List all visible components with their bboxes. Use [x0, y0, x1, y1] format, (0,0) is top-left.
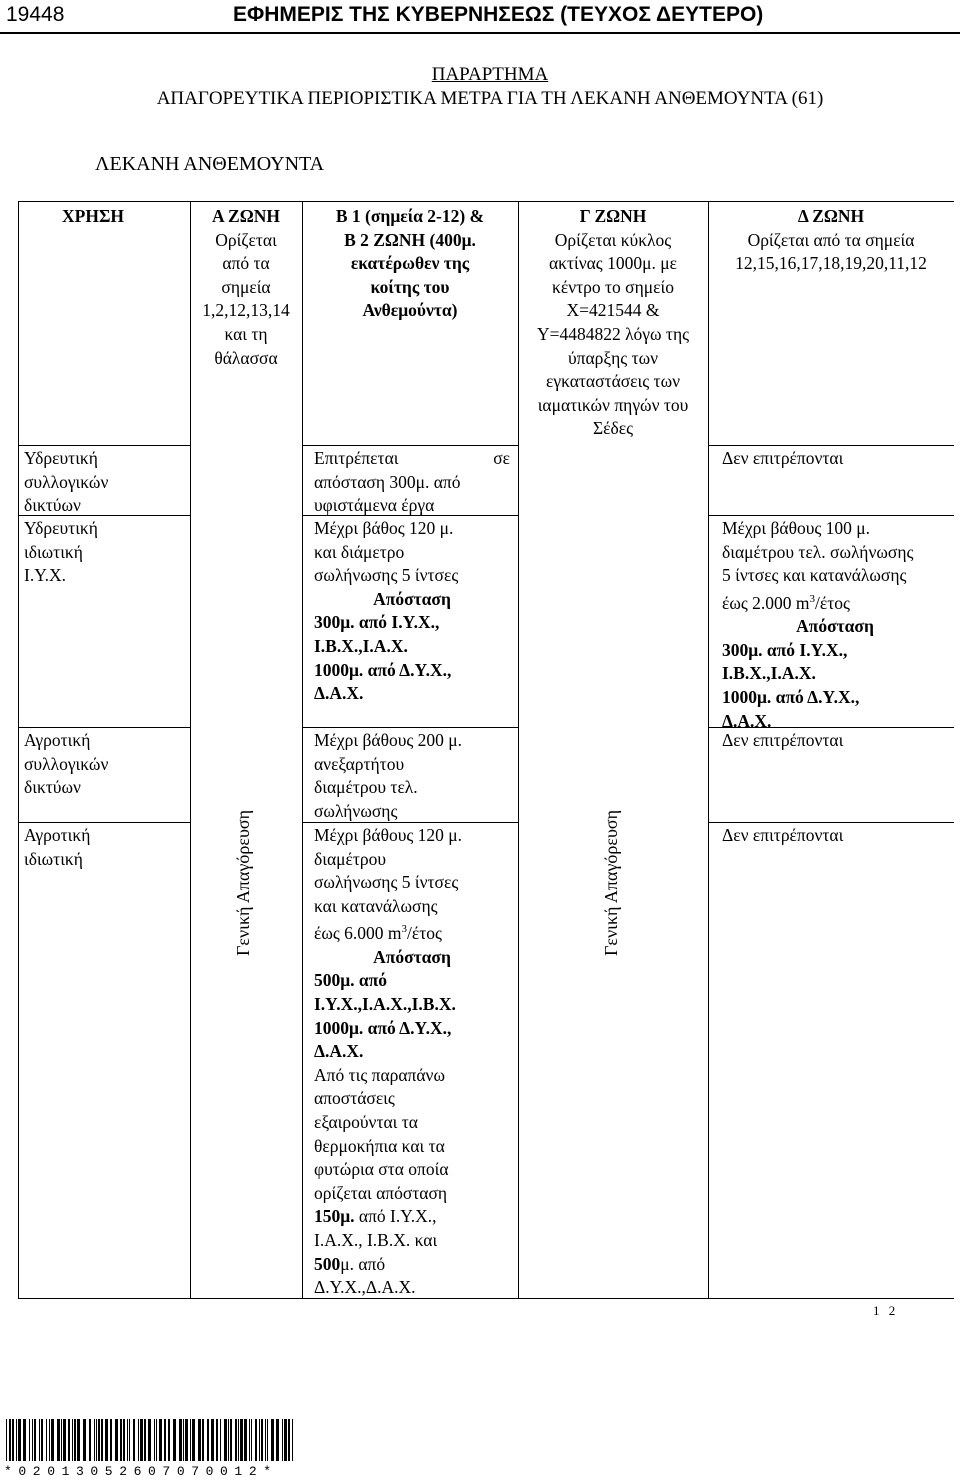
barcode-text: *02013052607070012* — [4, 1464, 278, 1479]
barcode-bar — [173, 1419, 176, 1461]
barcode-bar — [123, 1419, 125, 1461]
row-zone-b-rule: Μέχρι βάθους 200 μ. ανεξαρτήτου διαμέτρου τελ. σωλήνωσης — [314, 730, 463, 821]
barcode-bar — [238, 1419, 239, 1461]
column-divider — [302, 201, 303, 1298]
barcode-bar — [41, 1419, 43, 1461]
annex-subtitle: ΑΠΑΓΟΡΕΥΤΙΚΑ ΠΕΡΙΟΡΙΣΤΙΚΑ ΜΕΤΡΑ ΓΙΑ ΤΗ ΛΕΚΑΝΗ ΑΝΘΕΜΟΥΝΤΑ (61) — [156, 88, 824, 109]
gazette-header — [0, 0, 960, 34]
row-divider — [18, 445, 190, 446]
annex-title: ΠΑΡΑΡΤΗΜΑ — [431, 64, 549, 85]
barcode-bar — [255, 1419, 257, 1461]
barcode-bar — [98, 1419, 100, 1461]
barcode-bar — [16, 1419, 17, 1461]
barcode-bar — [168, 1419, 170, 1461]
barcode-bar — [202, 1419, 204, 1461]
barcode-bar — [83, 1419, 86, 1461]
row-divider — [708, 822, 954, 823]
barcode-bar — [183, 1419, 184, 1461]
barcode-bar — [224, 1419, 227, 1461]
barcode-bar — [159, 1419, 162, 1461]
header-zone-d: Δ ΖΩΝΗ Ορίζεται από τα σημεία 12,15,16,17,18,19,20,11,12 — [735, 206, 927, 274]
barcode-bar — [63, 1419, 66, 1461]
row-divider — [302, 727, 518, 728]
barcode-bar — [267, 1419, 268, 1461]
row-use-label: Υδρευτική ιδιωτική Ι.Υ.Χ. — [24, 518, 98, 586]
row-use-label: Αγροτική ιδιωτική — [24, 825, 91, 869]
barcode-bar — [72, 1419, 73, 1461]
barcode-bar — [39, 1419, 40, 1461]
barcode-bar — [144, 1419, 146, 1461]
barcode-bar — [51, 1419, 54, 1461]
barcode-bar — [292, 1419, 293, 1461]
page-marker: 1 2 — [873, 1303, 899, 1318]
barcode-bar — [220, 1419, 221, 1461]
barcode-bar — [23, 1419, 26, 1461]
barcode-bar — [282, 1419, 283, 1461]
row-divider — [18, 822, 190, 823]
barcode-bar — [230, 1419, 232, 1461]
barcode-bar — [190, 1419, 191, 1461]
barcode-bar — [154, 1419, 155, 1461]
barcode-bar — [96, 1419, 97, 1461]
barcode-bar — [127, 1419, 128, 1461]
barcode-bar — [216, 1419, 218, 1461]
barcode-bar — [276, 1419, 279, 1461]
row-zone-b-rule: Μέχρι βάθους 120 μ. διαμέτρου σωλήνωσης 5 ίντσες και κατανάλωσης έως 6.000 $m^3$/έτος Απόσταση 500μ. από Ι.Υ.Χ.,Ι.Α.Χ.,Ι.Β.Χ. 1000μ. από Δ.Υ.Χ., Δ.Α.Χ. Από τις παραπάνω αποστάσεις εξαιρούνται τα θερμοκήπια και τα φυτώρια στα οποία ορίζεται απόσταση 150μ. από Ι.Υ.Χ., Ι.Α.Χ., Ι.Β.Χ. και 500μ. από Δ.Υ.Χ.,Δ.Α.Χ. — [314, 825, 463, 1298]
barcode-bar — [29, 1419, 30, 1461]
barcode-bar — [77, 1419, 80, 1461]
barcode-bar — [140, 1419, 143, 1461]
barcode-bar — [74, 1419, 76, 1461]
row-zone-b-rule: Επιτρέπεται σε απόσταση 300μ. από υφιστάμενα έργα — [314, 448, 510, 516]
barcode-bar — [148, 1419, 151, 1461]
barcode-bar — [251, 1419, 252, 1461]
barcode-bar — [89, 1419, 91, 1461]
barcode-bar — [115, 1419, 118, 1461]
barcode-bar — [185, 1419, 188, 1461]
barcode-bar — [259, 1419, 260, 1461]
barcode-bar — [156, 1419, 157, 1461]
barcode-bar — [57, 1419, 60, 1461]
barcode-bar — [120, 1419, 122, 1461]
measures-table — [18, 201, 954, 1298]
barcode-bar — [207, 1419, 209, 1461]
row-divider — [302, 445, 518, 446]
barcode-bar — [18, 1419, 21, 1461]
barcode-bar — [110, 1419, 112, 1461]
barcode-bar — [68, 1419, 70, 1461]
barcode-bar — [240, 1419, 243, 1461]
zone-c-general-prohibition: Γενική Απαγόρευση — [601, 810, 621, 956]
row-zone-d-rule: Δεν επιτρέπονται — [722, 448, 844, 468]
barcode-bar — [101, 1419, 103, 1461]
barcode-bar — [284, 1419, 287, 1461]
table-border-left — [18, 201, 19, 1298]
barcode-bar — [94, 1419, 95, 1461]
row-zone-b-rule: Μέχρι βάθος 120 μ. και διάμετρο σωλήνωσης 5 ίντσες Απόσταση 300μ. από Ι.Υ.Χ., Ι.Β.Χ.,Ι.Α.Χ. 1000μ. από Δ.Υ.Χ., Δ.Α.Χ. — [314, 518, 459, 704]
barcode-bar — [105, 1419, 108, 1461]
column-divider — [708, 201, 709, 1298]
barcode-bar — [198, 1419, 201, 1461]
header-rule — [0, 32, 960, 34]
barcode-bar — [49, 1419, 50, 1461]
barcode-bar — [164, 1419, 166, 1461]
barcode-bar — [133, 1419, 135, 1461]
barcode-bar — [271, 1419, 274, 1461]
barcode-bar — [32, 1419, 33, 1461]
basin-title: ΛΕΚΑΝΗ ΑΝΘΕΜΟΥΝΤΑ — [95, 153, 325, 175]
barcode-bar — [129, 1419, 130, 1461]
barcode-bar — [46, 1419, 47, 1461]
row-use-label: Υδρευτική συλλογικών δικτύων — [24, 448, 109, 516]
row-zone-d-rule: Μέχρι βάθους 100 μ. διαμέτρου τελ. σωλήνωσης 5 ίντσες και κατανάλωσης έως 2.000 $m^3$/έτος Απόσταση 300μ. από Ι.Υ.Χ., Ι.Β.Χ.,Ι.Α.Χ. 1000μ. από Δ.Υ.Χ., Δ.Α.Χ. — [722, 518, 914, 731]
barcode-bar — [9, 1419, 11, 1461]
header-zone-a: Α ΖΩΝΗ Ορίζεται από τα σημεία 1,2,12,13,14 και τη θάλασσα — [202, 206, 290, 368]
barcode-bar — [138, 1419, 139, 1461]
barcode-bar — [192, 1419, 195, 1461]
barcode-bar — [235, 1419, 237, 1461]
barcode-bar — [12, 1419, 14, 1461]
row-zone-d-rule: Δεν επιτρέπονται — [722, 730, 844, 750]
zone-a-general-prohibition: Γενική Απαγόρευση — [233, 810, 253, 956]
row-divider — [18, 727, 190, 728]
barcode-bar — [288, 1419, 290, 1461]
barcode-bar — [34, 1419, 36, 1461]
table-border-top — [18, 201, 954, 202]
row-divider — [708, 445, 954, 446]
page-number: 19448 — [6, 3, 65, 26]
header-use: ΧΡΗΣΗ — [62, 206, 124, 226]
barcode-bar — [244, 1419, 247, 1461]
barcode-bar — [6, 1419, 7, 1461]
row-divider — [708, 515, 954, 516]
barcode-bar — [179, 1419, 182, 1461]
barcode-bar — [228, 1419, 229, 1461]
barcode — [6, 1419, 296, 1461]
header-zone-c: Γ ΖΩΝΗ Ορίζεται κύκλος ακτίνας 1000μ. με κέντρο το σημείο Χ=421544 & Υ=4484822 λόγω της ύπαρξης των εγκαταστάσεις των ιαματικών πηγών του Σέδες — [536, 206, 690, 439]
barcode-bar — [61, 1419, 62, 1461]
barcode-bar — [265, 1419, 266, 1461]
barcode-bar — [249, 1419, 250, 1461]
row-zone-d-rule: Δεν επιτρέπονται — [722, 825, 844, 845]
barcode-bar — [211, 1419, 214, 1461]
header-zone-b: Β 1 (σημεία 2-12) & Β 2 ΖΩΝΗ (400μ. εκατέρωθεν της κοίτης του Ανθεμούντα) — [335, 206, 485, 321]
row-use-label: Αγροτική συλλογικών δικτύων — [24, 730, 109, 798]
barcode-bar — [261, 1419, 263, 1461]
gazette-title: ΕΦΗΜΕΡΙΣ ΤΗΣ ΚΥΒΕΡΝΗΣΕΩΣ (ΤΕΥΧΟΣ ΔΕΥΤΕΡΟ) — [233, 3, 764, 26]
